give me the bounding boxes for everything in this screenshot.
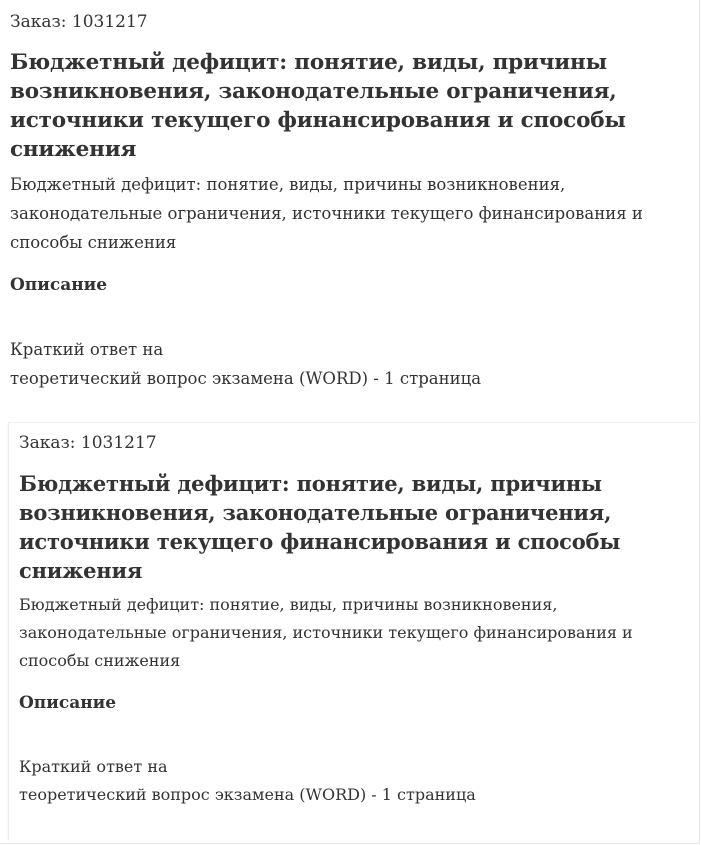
description-heading: Описание xyxy=(19,693,117,713)
order-card-primary xyxy=(0,0,699,393)
order-title: Бюджетный дефицит: понятие, виды, причины возникновения, законодательные ограничения, источники текущего финансирования и способы снижения xyxy=(19,471,621,583)
order-number: Заказ: 1031217 xyxy=(19,433,157,453)
order-number: Заказ: 1031217 xyxy=(10,12,148,32)
description-line-2: теоретический вопрос экзамена (WORD) - 1 страница xyxy=(10,369,482,388)
order-title: Бюджетный дефицит: понятие, виды, причины возникновения, законодательные ограничения, источники текущего финансирования и способы снижения xyxy=(10,50,626,162)
description-heading: Описание xyxy=(10,275,108,295)
description-line-1: Краткий ответ на xyxy=(19,757,168,776)
description-text xyxy=(19,753,686,809)
description-text xyxy=(10,335,687,393)
order-subtitle: Бюджетный дефицит: понятие, виды, причины возникновения, законодательные ограничения, источники текущего финансирования и способы снижения xyxy=(10,175,643,252)
order-subtitle: Бюджетный дефицит: понятие, виды, причины возникновения, законодательные ограничения, источники текущего финансирования и способы снижения xyxy=(19,595,633,670)
order-card-nested xyxy=(8,422,698,840)
description-line-1: Краткий ответ на xyxy=(10,340,164,359)
description-line-2: теоретический вопрос экзамена (WORD) - 1 страница xyxy=(19,785,476,804)
